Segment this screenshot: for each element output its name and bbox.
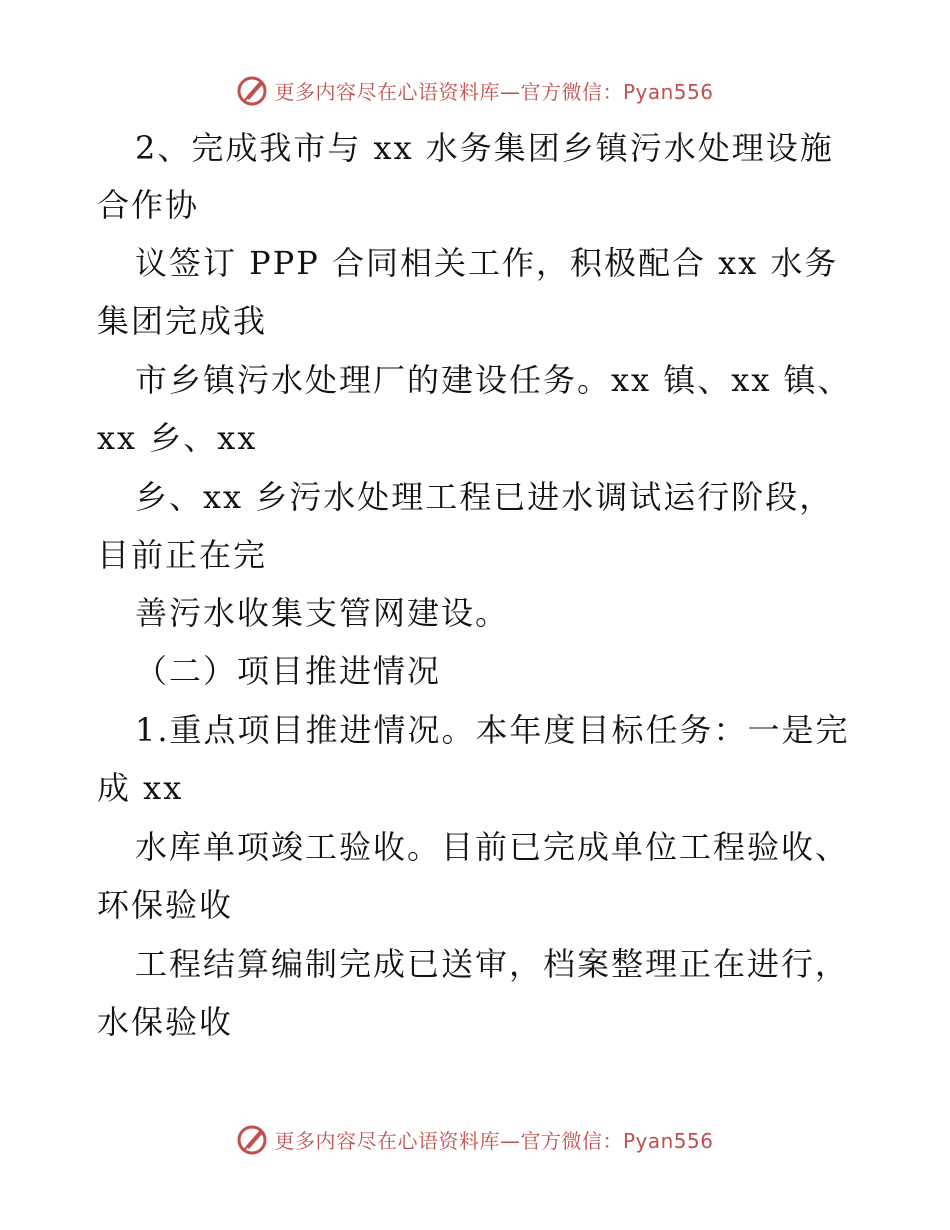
text-line: 工程结算编制完成已送审，档案整理正在进行， <box>135 945 850 983</box>
text-line: 目前正在完 <box>97 536 268 574</box>
text-line: 议签订 PPP 合同相关工作，积极配合 xx 水务 <box>135 244 839 282</box>
watermark-text: 更多内容尽在心语资料库—官方微信：Pyan556 <box>274 79 714 104</box>
text-line: 市乡镇污水处理厂的建设任务。xx 镇、xx 镇、 <box>135 361 852 399</box>
text-line: xx 乡、xx <box>97 419 258 457</box>
text-line: 水保验收 <box>97 1003 234 1041</box>
text-line: 1.重点项目推进情况。本年度目标任务：一是完 <box>135 711 850 749</box>
text-line: 2、完成我市与 xx 水务集团乡镇污水处理设施 <box>135 129 834 167</box>
section-heading: （二）项目推进情况 <box>135 652 442 690</box>
text-line: 乡、xx 乡污水处理工程已进水调试运行阶段， <box>135 478 834 516</box>
text-line: 水库单项竣工验收。目前已完成单位工程验收、 <box>135 828 850 866</box>
text-line: 合作协 <box>97 186 200 224</box>
watermark-text: 更多内容尽在心语资料库—官方微信：Pyan556 <box>274 1128 714 1153</box>
text-line: 集团完成我 <box>97 302 268 340</box>
text-line: 善污水收集支管网建设。 <box>135 594 510 632</box>
text-line: 环保验收 <box>97 886 234 924</box>
footer-watermark <box>0 1119 950 1159</box>
quill-logo-icon <box>236 1122 270 1156</box>
text-line: 成 xx <box>97 769 184 807</box>
